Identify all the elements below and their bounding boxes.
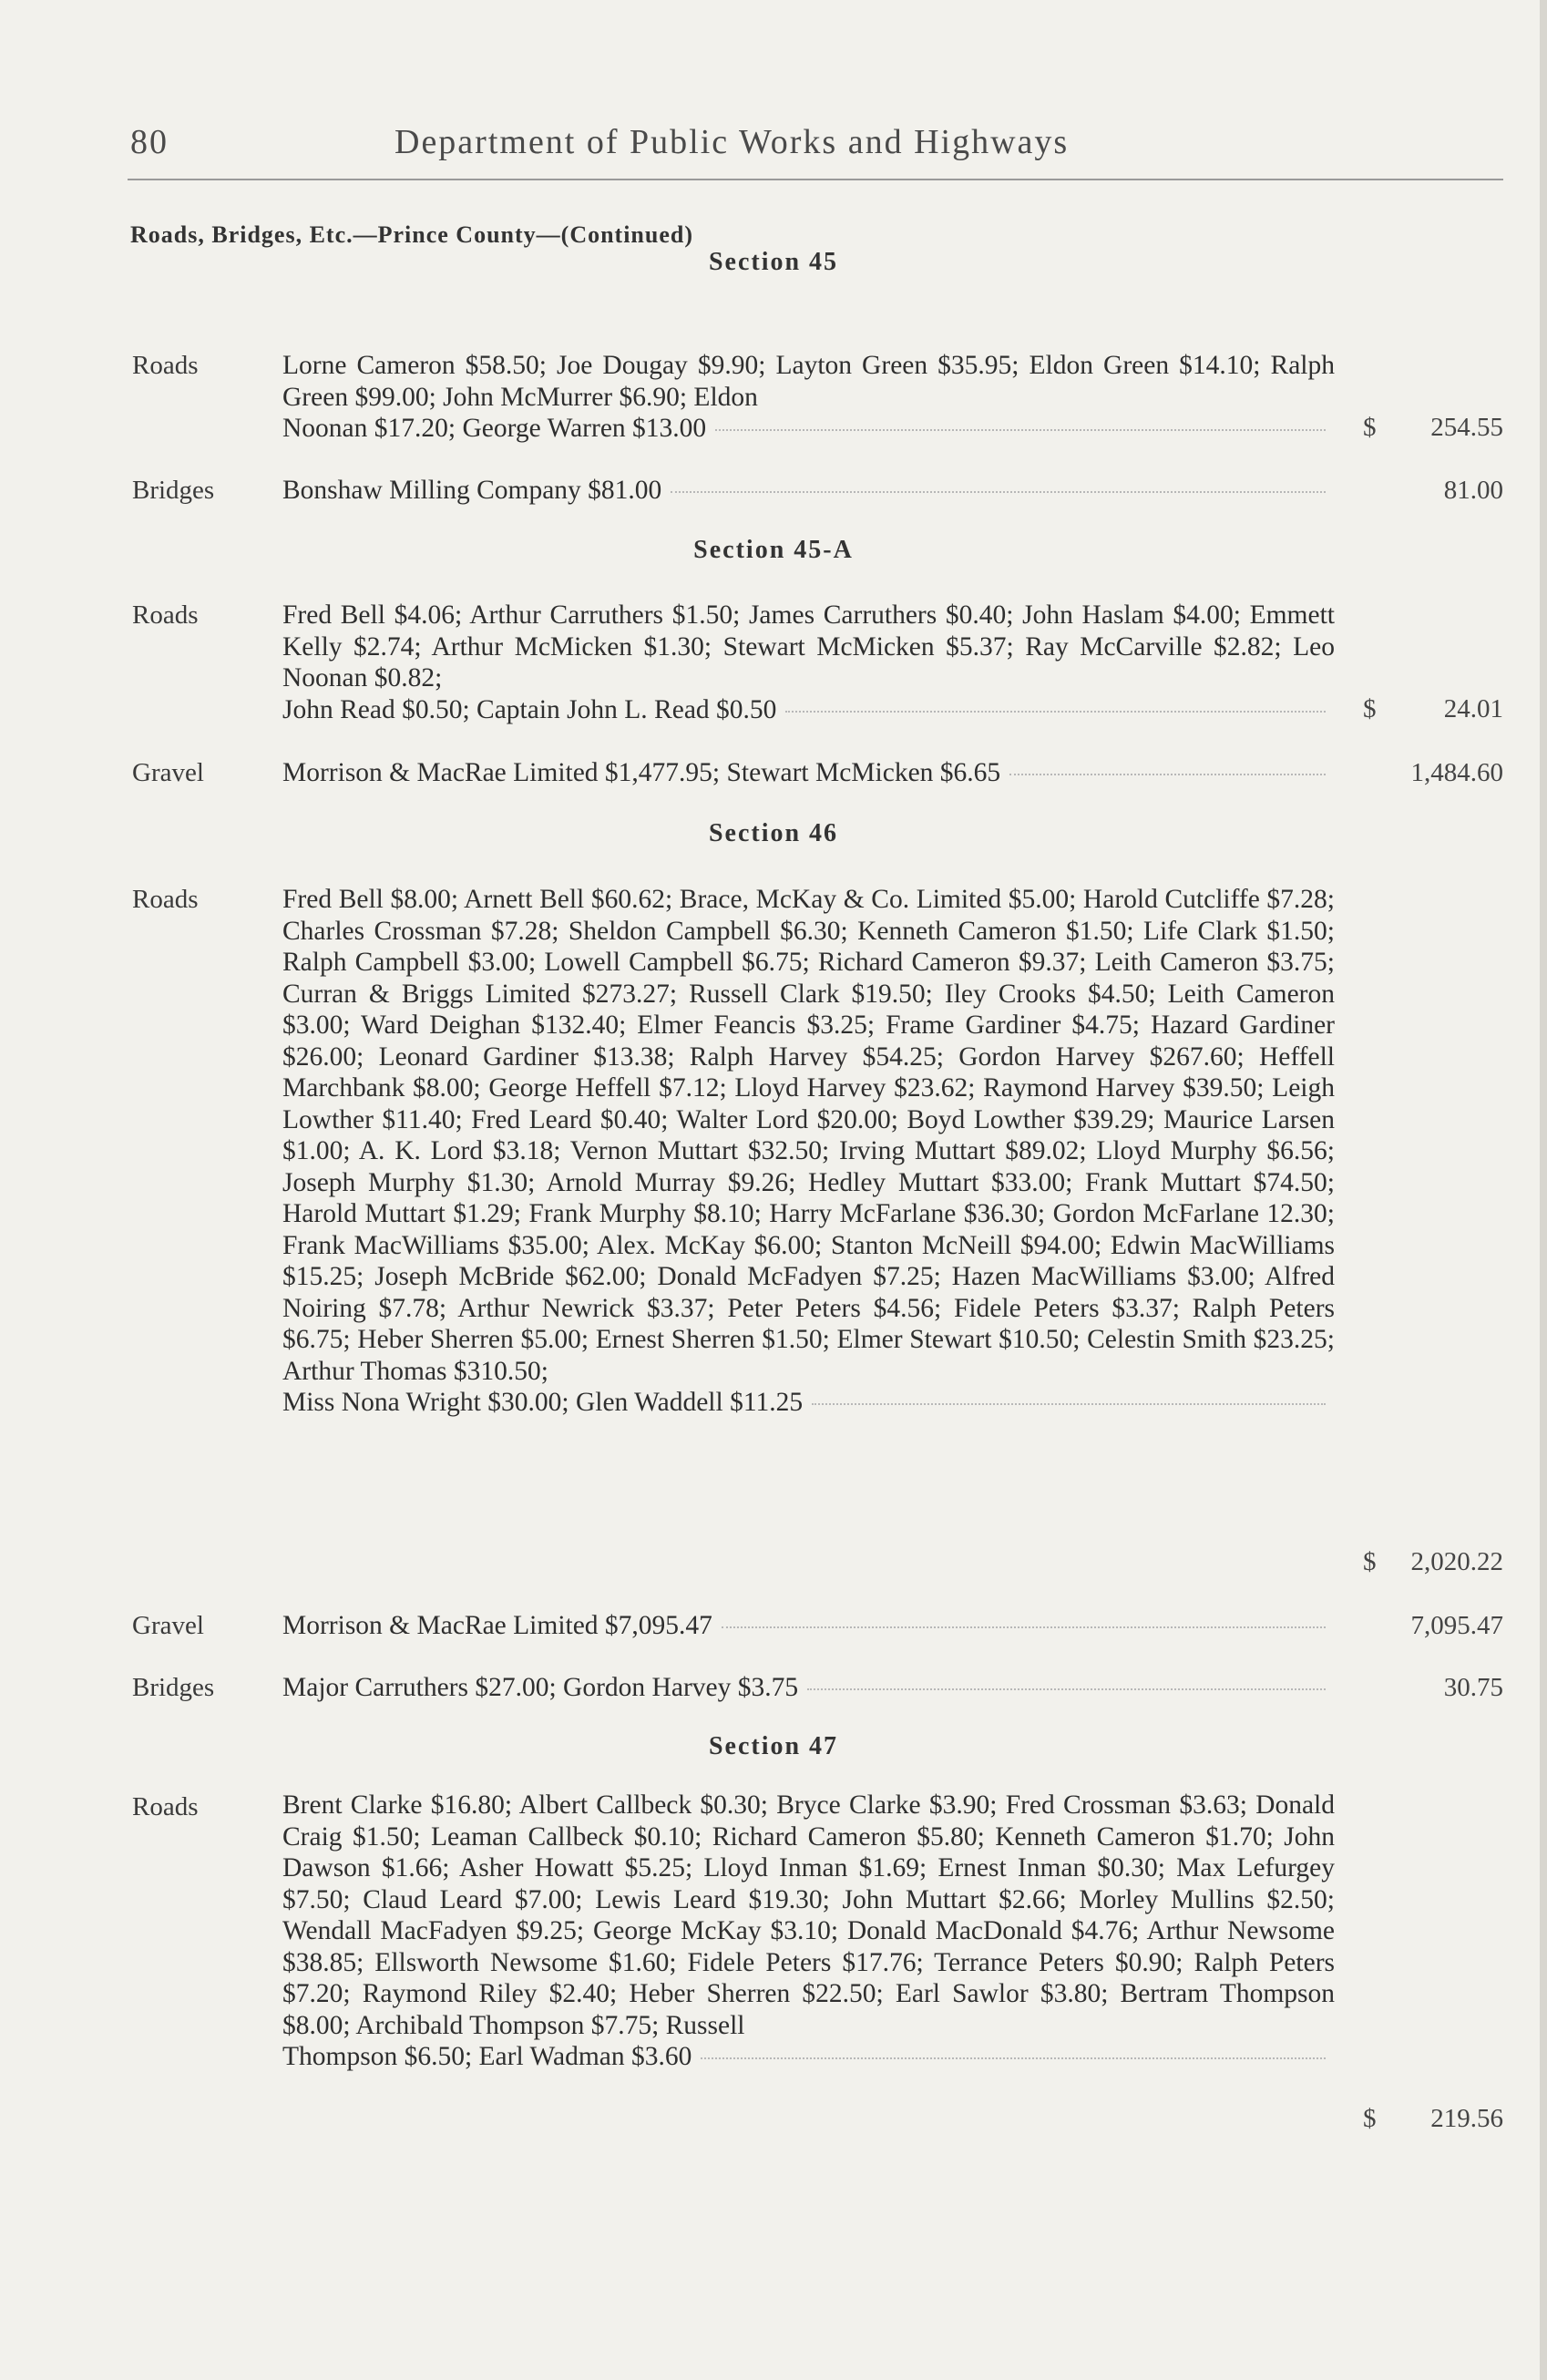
entry-last-line — [282, 2041, 1335, 2073]
page-edge — [1540, 0, 1547, 2380]
entry-last-text: Noonan $17.20; George Warren $13.00 — [282, 414, 707, 443]
amount: 254.55 — [1430, 413, 1503, 442]
entry-body: Brent Clarke $16.80; Albert Callbeck $0.30; Bryce Clarke $3.90; Fred Crossman $3.63; Donald Craig $1.50; Leaman Callbeck $0.10; Richard Cameron $5.80; Kenneth Cameron $1.70; John Dawson $1.66; Asher Howatt $5.25; Lloyd Inman $1.69; Ernest Inman $0.30; Max Lefurgey $7.50; Claud Leard $7.00; Lewis Leard $19.30; John Muttart $2.66; Morley Mullins $2.50; Wendall MacFadyen $9.25; George McKay $3.10; Donald MacDonald $4.76; Arthur Newsome $38.85; Ellsworth Newsome $1.60; Fidele Peters $17.76; Terrance Peters $0.90; Ralph Peters $7.20; Raymond Riley $2.40; Heber Sherren $22.50; Earl Sawlor $3.80; Bertram Thompson $8.00; Archibald Thompson $7.75; Russell — [282, 1790, 1335, 2040]
entry-label: Roads — [132, 1792, 199, 1821]
entry-last-line — [282, 1610, 1335, 1642]
dot-leader — [722, 1626, 1326, 1628]
entry-label: Bridges — [132, 1673, 215, 1702]
entry-label: Roads — [132, 600, 199, 630]
amount: 24.01 — [1443, 694, 1503, 723]
dollar-sign: $ — [1363, 413, 1377, 442]
entry-text — [282, 1790, 1335, 2073]
amount: 1,484.60 — [1410, 758, 1503, 787]
dot-leader — [807, 1688, 1326, 1690]
entry-text — [282, 757, 1335, 789]
dollar-sign: $ — [1363, 1547, 1377, 1576]
dot-leader — [671, 491, 1326, 493]
section-title: Section 45 — [708, 248, 839, 276]
continued-heading: Roads, Bridges, Etc.—Prince County—(Continued) — [130, 221, 694, 248]
entry-text — [282, 350, 1335, 445]
dollar-sign: $ — [1363, 694, 1377, 723]
entry-label: Roads — [132, 885, 199, 914]
entry-label: Roads — [132, 351, 199, 380]
entry-text — [282, 600, 1335, 725]
amount: 2,020.22 — [1410, 1547, 1503, 1576]
entry-label: Gravel — [132, 1611, 204, 1640]
dot-leader — [1009, 774, 1326, 775]
entry-last-text: Morrison & MacRae Limited $1,477.95; Stewart McMicken $6.65 — [282, 758, 1001, 787]
amount: 219.56 — [1430, 2104, 1503, 2133]
entry-text — [282, 475, 1335, 507]
entry-text — [282, 1610, 1335, 1642]
running-title: Department of Public Works and Highways — [394, 123, 1070, 161]
entry-last-line — [282, 413, 1335, 445]
amount: 7,095.47 — [1410, 1611, 1503, 1640]
entry-last-line — [282, 694, 1335, 726]
dot-leader — [785, 711, 1326, 713]
entry-last-text: Morrison & MacRae Limited $7,095.47 — [282, 1611, 712, 1640]
entry-last-line — [282, 475, 1335, 507]
entry-label: Gravel — [132, 758, 204, 787]
entry-last-line — [282, 1672, 1335, 1704]
section-title: Section 47 — [708, 1732, 839, 1760]
entry-last-text: Thompson $6.50; Earl Wadman $3.60 — [282, 2042, 692, 2071]
dot-leader — [812, 1403, 1326, 1405]
section-title: Section 46 — [708, 819, 839, 847]
dollar-sign: $ — [1363, 2104, 1377, 2133]
page-header — [130, 117, 1233, 171]
amount: 81.00 — [1443, 476, 1503, 505]
entry-last-text: Bonshaw Milling Company $81.00 — [282, 476, 662, 505]
entry-text — [282, 884, 1335, 1419]
entry-last-text: Miss Nona Wright $30.00; Glen Waddell $11.25 — [282, 1388, 804, 1417]
page-number: 80 — [130, 123, 169, 161]
entry-body: Fred Bell $4.06; Arthur Carruthers $1.50; James Carruthers $0.40; John Haslam $4.00; Emmett Kelly $2.74; Arthur McMicken $1.30; Stewart McMicken $5.37; Ray McCarville $2.82; Leo Noonan $0.82; — [282, 600, 1335, 692]
dot-leader — [715, 429, 1326, 431]
entry-body: Lorne Cameron $58.50; Joe Dougay $9.90; Layton Green $35.95; Eldon Green $14.10; Ralph Green $99.00; John McMurrer $6.90; Eldon — [282, 351, 1335, 412]
amount: 30.75 — [1443, 1673, 1503, 1702]
header-rule — [128, 179, 1503, 180]
section-title: Section 45-A — [693, 536, 854, 564]
entry-body: Fred Bell $8.00; Arnett Bell $60.62; Brace, McKay & Co. Limited $5.00; Harold Cutcliffe $7.28; Charles Crossman $7.28; Sheldon Campbell $6.30; Kenneth Cameron $1.50; Life Clark $1.50; Ralph Campbell $3.00; Lowell Campbell $6.75; Richard Cameron $9.37; Leith Cameron $3.75; Curran & Briggs Limited $273.27; Russell Clark $19.50; Iley Crooks $4.50; Leith Cameron $3.00; Ward Deighan $132.40; Elmer Feancis $3.25; Frame Gardiner $4.75; Hazard Gardiner $26.00; Leonard Gardiner $13.38; Ralph Harvey $54.25; Gordon Harvey $267.60; Heffell Marchbank $8.00; George Heffell $7.12; Lloyd Harvey $23.62; Raymond Harvey $39.50; Leigh Lowther $11.40; Fred Leard $0.40; Walter Lord $20.00; Boyd Lowther $39.29; Maurice Larsen $1.00; A. K. Lord $3.18; Vernon Muttart $32.50; Irving Muttart $89.02; Lloyd Murphy $6.56; Joseph Murphy $1.30; Arnold Murray $9.26; Hedley Muttart $33.00; Frank Muttart $74.50; Harold Muttart $1.29; Frank Murphy $8.10; Harry McFarlane $36.30; Gordon McFarlane 12.30; Frank MacWilliams $35.00; Alex. McKay $6.00; Stanton McNeill $94.00; Edwin MacWilliams $15.25; Joseph McBride $62.00; Donald McFadyen $7.25; Hazen MacWilliams $3.00; Alfred Noiring $7.78; Arthur Newrick $3.37; Peter Peters $4.56; Fidele Peters $3.37; Ralph Peters $6.75; Heber Sherren $5.00; Ernest Sherren $1.50; Elmer Stewart $10.50; Celestin Smith $23.25; Arthur Thomas $310.50; — [282, 885, 1335, 1386]
entry-label: Bridges — [132, 476, 215, 505]
entry-last-text: John Read $0.50; Captain John L. Read $0.50 — [282, 694, 777, 724]
dot-leader — [701, 2057, 1326, 2059]
entry-last-line — [282, 1387, 1335, 1419]
entry-text — [282, 1672, 1335, 1704]
entry-last-line — [282, 757, 1335, 789]
entry-last-text: Major Carruthers $27.00; Gordon Harvey $3.75 — [282, 1673, 799, 1702]
